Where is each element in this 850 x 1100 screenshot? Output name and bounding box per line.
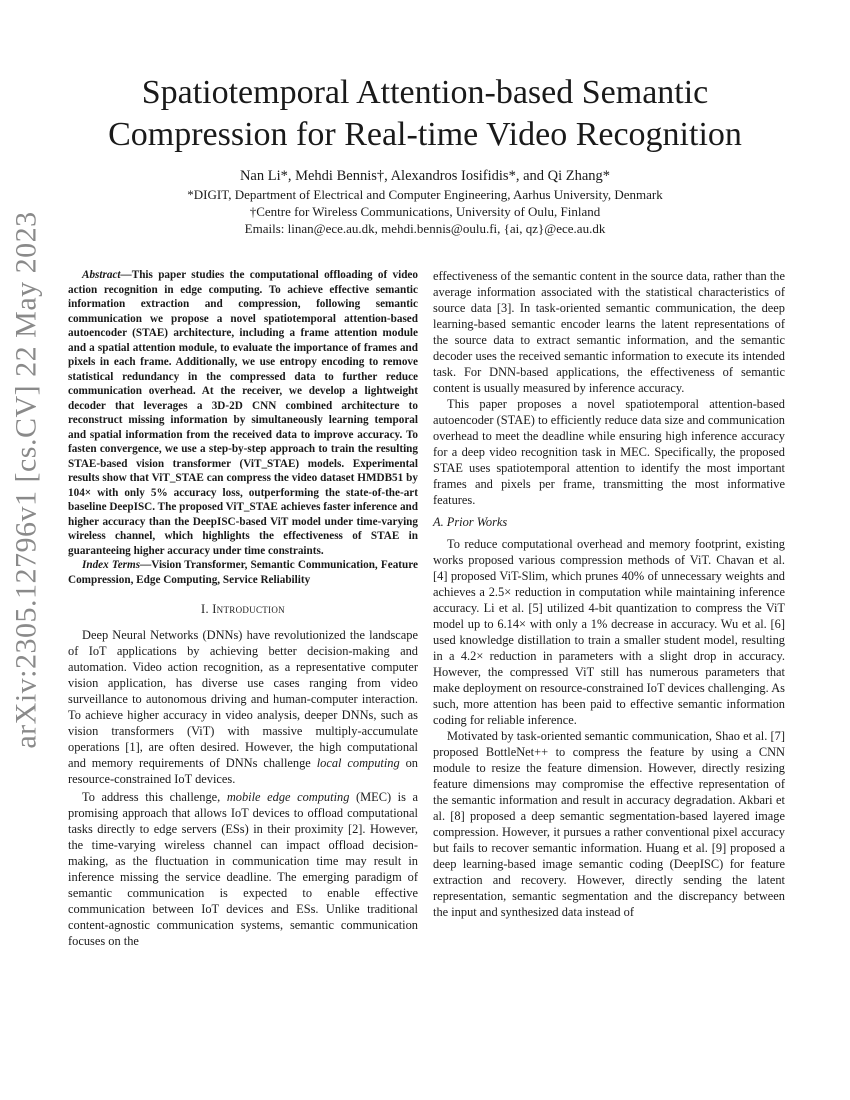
index-terms-text: Vision Transformer, Semantic Communication, Feature Compression, Edge Computing, Service Reliability bbox=[68, 559, 418, 586]
right-column bbox=[433, 268, 785, 920]
intro-p1-text-a: Deep Neural Networks (DNNs) have revolutionized the landscape of IoT applications by achieving better decision-making and automation. Video action recognition, as a representative computer vision application, has diverse use cases ranging from video surveillance to autonomous driving and human-computer interaction. To achieve higher accuracy in video analysis, deeper DNNs, such as vision transformers (ViT) with massive multiply-accumulate operations [1], are often desired. However, the high computational and memory requirements of DNNs challenge bbox=[68, 628, 418, 770]
intro-p2-text-a: To address this challenge, bbox=[82, 790, 227, 804]
intro-paragraph-2 bbox=[68, 789, 418, 949]
index-terms-label: Index Terms— bbox=[82, 559, 152, 571]
abstract-label: Abstract— bbox=[82, 269, 132, 281]
intro-p2-text-b: (MEC) is a promising approach that allows IoT devices to offload computational tasks directly to edge servers (ESs) in their proximity [2]. However, the time-varying wireless channel can impact offload decision-making, as the fluctuation in communication time may result in inference missing the service deadline. The emerging paradigm of semantic communication is expected to enable effective communication between IoT devices and ESs. Unlike traditional content-agnostic communication systems, semantic communication focuses on the bbox=[68, 790, 418, 948]
arxiv-stamp bbox=[4, 211, 50, 749]
right-paragraph-4: Motivated by task-oriented semantic communication, Shao et al. [7] proposed BottleNet++ to compress the feature by using a CNN module to resize the feature dimension. However, directly resizing feature dimensions may compromise the effective representation of the semantic information and result in accuracy degradation. Akbari et al. [8] proposed a deep semantic segmentation-based layered image compression. However, it pursues a rather conventional pixel accuracy but fails to recover semantic information. Huang et al. [9] proposed a deep learning-based image semantic coding (DeepISC) for feature extraction and recovery. However, directly sending the latent representation, semantic segmentation and the discrepancy between the input and synthesized data instead of bbox=[433, 729, 785, 919]
intro-p1-emphasis: local computing bbox=[316, 756, 400, 770]
right-paragraph-2: This paper proposes a novel spatiotemporal attention-based autoencoder (STAE) to efficiently reduce data size and communication overhead to meet the deadline while ensuring high inference accuracy for a deep video recognition task in MEC. Specifically, the proposed STAE uses spatiotemporal attention to identify the most important frames and pixels per frame, transmitting the most informative features. bbox=[433, 397, 785, 507]
section-heading-introduction: I. Introduction bbox=[201, 602, 285, 616]
affiliation-1: *DIGIT, Department of Electrical and Computer Engineering, Aarhus University, Denmark bbox=[187, 187, 663, 202]
right-paragraph-3: To reduce computational overhead and memory footprint, existing works proposed various compression methods of ViT. Chavan et al. [4] proposed ViT-Slim, which prunes 40% of unnecessary weights and achieves a 2.5× reduction in computation while maintaining inference accuracy. Li et al. [5] utilized 4-bit quantization to compress the ViT model up to 6.14× with only a 1% decrease in accuracy. Wu et al. [6] used knowledge distillation to train a smaller student model, resulting in a 4.2× reduction in parameters with a slight drop in accuracy. However, the compressed ViT still has numerous parameters that make deployment on resource-constrained IoT devices challenging. As such, more attention has been paid to effective semantic information coding for reliable inference. bbox=[433, 537, 785, 727]
intro-p1-text-b: on resource-constrained IoT devices. bbox=[68, 756, 418, 786]
abstract bbox=[68, 268, 418, 558]
author-list: Nan Li*, Mehdi Bennis†, Alexandros Iosifidis*, and Qi Zhang* bbox=[239, 168, 611, 184]
paper-title bbox=[70, 72, 780, 156]
index-terms bbox=[68, 558, 418, 587]
affiliation-2: †Centre for Wireless Communications, University of Oulu, Finland bbox=[249, 204, 601, 219]
subsection-heading-prior-works: A. Prior Works bbox=[433, 515, 508, 529]
title-line-1: Spatiotemporal Attention-based Semantic bbox=[141, 74, 709, 111]
intro-p2-emphasis: mobile edge computing bbox=[226, 790, 350, 804]
title-line-2: Compression for Real-time Video Recognition bbox=[108, 116, 742, 153]
emails: Emails: linan@ece.au.dk, mehdi.bennis@oulu.fi, {ai, qz}@ece.au.dk bbox=[244, 221, 606, 236]
arxiv-id: arXiv:2305.12796v1 [cs.CV] 22 May 2023 bbox=[10, 211, 43, 749]
right-paragraph-1: effectiveness of the semantic content in the source data, rather than the average information associated with the statistical characteristics of source data [3]. In task-oriented semantic communication, the deep learning-based semantic encoder learns the latent representations of the source data to extract semantic information, and the semantic decoder uses the received semantic information to execute its intended task. For DNN-based applications, the effectiveness of semantic content is usually measured by inference accuracy. bbox=[433, 269, 785, 395]
intro-paragraph-1 bbox=[68, 627, 418, 787]
left-column bbox=[68, 268, 418, 949]
abstract-text: This paper studies the computational offloading of video action recognition in edge computing. To achieve effective semantic information extraction and compression, following semantic communication we propose a novel spatiotemporal attention-based autoencoder (STAE) architecture, including a frame attention module and a spatial attention module, to evaluate the importance of frames and pixels in each frame. Additionally, we use entropy encoding to remove statistical redundancy in the compressed data to further reduce communication overhead. At the receiver, we develop a lightweight decoder that leverages a 3D-2D CNN combined architecture to reconstruct missing information by simultaneously learning temporal and spatial information from the received data to improve accuracy. To fasten convergence, we use a step-by-step approach to train the resulting STAE-based vision transformer (ViT_STAE) models. Experimental results show that ViT_STAE can compress the video dataset HMDB51 by 104× with only 5% accuracy loss, outperforming the state-of-the-art baseline DeepISC. The proposed ViT_STAE achieves faster inference and higher accuracy than the DeepISC-based ViT model under time-varying wireless channel, which highlights the effectiveness of STAE in guaranteeing higher accuracy under time constraints. bbox=[68, 269, 418, 557]
